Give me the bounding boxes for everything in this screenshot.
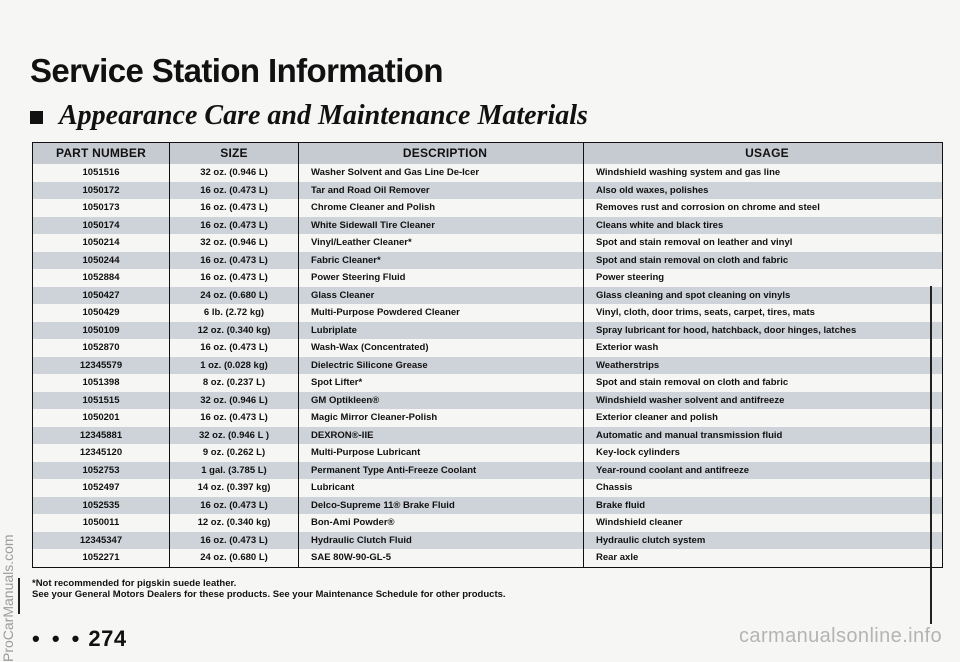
cell-part-number: 12345120 — [33, 444, 170, 462]
table-row — [33, 392, 943, 410]
page-margin-rule — [930, 286, 932, 624]
cell-size: 16 oz. (0.473 L) — [170, 199, 299, 217]
cell-part-number: 1052884 — [33, 269, 170, 287]
cell-part-number: 1050429 — [33, 304, 170, 322]
cell-usage: Power steering — [584, 269, 943, 287]
cell-usage: Windshield washer solvent and antifreeze — [584, 392, 943, 410]
footnote-line-1: *Not recommended for pigskin suede leather. — [32, 578, 237, 589]
square-bullet-icon — [30, 111, 43, 124]
page-number — [32, 626, 127, 652]
cell-usage: Windshield cleaner — [584, 514, 943, 532]
cell-usage: Removes rust and corrosion on chrome and steel — [584, 199, 943, 217]
cell-size: 8 oz. (0.237 L) — [170, 374, 299, 392]
cell-size: 1 oz. (0.028 kg) — [170, 357, 299, 375]
cell-size: 24 oz. (0.680 L) — [170, 287, 299, 305]
header-size: SIZE — [170, 143, 299, 165]
footnote-line-2: See your General Motors Dealers for these products. See your Maintenance Schedule for other products. — [32, 589, 506, 600]
cell-size: 16 oz. (0.473 L) — [170, 269, 299, 287]
header-description: DESCRIPTION — [299, 143, 584, 165]
cell-description: Spot Lifter* — [299, 374, 584, 392]
table-row — [33, 427, 943, 445]
cell-usage: Glass cleaning and spot cleaning on vinyls — [584, 287, 943, 305]
cell-part-number: 1050174 — [33, 217, 170, 235]
cell-usage: Chassis — [584, 479, 943, 497]
cell-description: Glass Cleaner — [299, 287, 584, 305]
table-row — [33, 462, 943, 480]
cell-size: 16 oz. (0.473 L) — [170, 409, 299, 427]
cell-usage: Weatherstrips — [584, 357, 943, 375]
footnote — [32, 578, 506, 600]
page-dots: • • • — [32, 626, 83, 651]
cell-part-number: 1052271 — [33, 549, 170, 567]
cell-size: 32 oz. (0.946 L) — [170, 234, 299, 252]
table-row — [33, 479, 943, 497]
bottom-watermark: carmanualsonline.info — [739, 625, 942, 647]
cell-part-number: 12345881 — [33, 427, 170, 445]
table-row — [33, 304, 943, 322]
table-row — [33, 322, 943, 340]
cell-part-number: 1051515 — [33, 392, 170, 410]
table-row — [33, 357, 943, 375]
cell-size: 16 oz. (0.473 L) — [170, 182, 299, 200]
cell-usage: Brake fluid — [584, 497, 943, 515]
table-row — [33, 182, 943, 200]
cell-usage: Spot and stain removal on leather and vinyl — [584, 234, 943, 252]
section-subtitle — [30, 100, 588, 132]
cell-usage: Year-round coolant and antifreeze — [584, 462, 943, 480]
cell-usage: Key-lock cylinders — [584, 444, 943, 462]
table-row — [33, 374, 943, 392]
cell-part-number: 1050214 — [33, 234, 170, 252]
cell-description: Delco-Supreme 11® Brake Fluid — [299, 497, 584, 515]
cell-part-number: 1050109 — [33, 322, 170, 340]
cell-size: 12 oz. (0.340 kg) — [170, 514, 299, 532]
cell-size: 16 oz. (0.473 L) — [170, 497, 299, 515]
cell-size: 16 oz. (0.473 L) — [170, 217, 299, 235]
cell-usage: Exterior wash — [584, 339, 943, 357]
cell-part-number: 1051516 — [33, 164, 170, 182]
table-row — [33, 549, 943, 567]
cell-size: 16 oz. (0.473 L) — [170, 339, 299, 357]
cell-usage: Spot and stain removal on cloth and fabric — [584, 374, 943, 392]
cell-description: DEXRON®-IIE — [299, 427, 584, 445]
cell-part-number: 1052497 — [33, 479, 170, 497]
cell-size: 14 oz. (0.397 kg) — [170, 479, 299, 497]
page-number-value: 274 — [88, 626, 127, 651]
cell-description: Chrome Cleaner and Polish — [299, 199, 584, 217]
cell-description: Hydraulic Clutch Fluid — [299, 532, 584, 550]
cell-usage: Also old waxes, polishes — [584, 182, 943, 200]
table-row — [33, 269, 943, 287]
table-row — [33, 339, 943, 357]
table-row — [33, 444, 943, 462]
cell-description: Permanent Type Anti-Freeze Coolant — [299, 462, 584, 480]
cell-part-number: 1052535 — [33, 497, 170, 515]
cell-usage: Hydraulic clutch system — [584, 532, 943, 550]
cell-description: Power Steering Fluid — [299, 269, 584, 287]
page-title: Service Station Information — [30, 52, 443, 89]
cell-part-number: 1051398 — [33, 374, 170, 392]
cell-description: Lubriplate — [299, 322, 584, 340]
cell-description: Washer Solvent and Gas Line De-Icer — [299, 164, 584, 182]
cell-size: 9 oz. (0.262 L) — [170, 444, 299, 462]
materials-table — [32, 142, 943, 568]
cell-size: 12 oz. (0.340 kg) — [170, 322, 299, 340]
table-row — [33, 497, 943, 515]
cell-size: 16 oz. (0.473 L) — [170, 532, 299, 550]
cell-usage: Spot and stain removal on cloth and fabric — [584, 252, 943, 270]
table-row — [33, 217, 943, 235]
cell-part-number: 12345347 — [33, 532, 170, 550]
cell-part-number: 1050011 — [33, 514, 170, 532]
cell-description: Multi-Purpose Powdered Cleaner — [299, 304, 584, 322]
side-watermark: ProCarManuals.com — [0, 534, 16, 662]
table-row — [33, 164, 943, 182]
header-part-number: PART NUMBER — [33, 143, 170, 165]
cell-description: Multi-Purpose Lubricant — [299, 444, 584, 462]
cell-description: Magic Mirror Cleaner-Polish — [299, 409, 584, 427]
cell-usage: Exterior cleaner and polish — [584, 409, 943, 427]
cell-part-number: 1050201 — [33, 409, 170, 427]
cell-description: Dielectric Silicone Grease — [299, 357, 584, 375]
table-row — [33, 234, 943, 252]
cell-description: Bon-Ami Powder® — [299, 514, 584, 532]
cell-part-number: 1050427 — [33, 287, 170, 305]
cell-description: Wash-Wax (Concentrated) — [299, 339, 584, 357]
table-row — [33, 199, 943, 217]
table-row — [33, 287, 943, 305]
cell-usage: Vinyl, cloth, door trims, seats, carpet, tires, mats — [584, 304, 943, 322]
table-header-row — [33, 143, 943, 165]
cell-usage: Windshield washing system and gas line — [584, 164, 943, 182]
cell-description: White Sidewall Tire Cleaner — [299, 217, 584, 235]
cell-size: 32 oz. (0.946 L ) — [170, 427, 299, 445]
cell-part-number: 1052870 — [33, 339, 170, 357]
cell-size: 32 oz. (0.946 L) — [170, 392, 299, 410]
cell-part-number: 12345579 — [33, 357, 170, 375]
header-usage: USAGE — [584, 143, 943, 165]
cell-size: 6 lb. (2.72 kg) — [170, 304, 299, 322]
cell-description: GM Optikleen® — [299, 392, 584, 410]
cell-description: SAE 80W-90-GL-5 — [299, 549, 584, 567]
cell-part-number: 1050173 — [33, 199, 170, 217]
cell-description: Vinyl/Leather Cleaner* — [299, 234, 584, 252]
cell-size: 1 gal. (3.785 L) — [170, 462, 299, 480]
cell-usage: Automatic and manual transmission fluid — [584, 427, 943, 445]
cell-part-number: 1052753 — [33, 462, 170, 480]
cell-size: 16 oz. (0.473 L) — [170, 252, 299, 270]
table-row — [33, 532, 943, 550]
cell-usage: Cleans white and black tires — [584, 217, 943, 235]
subtitle-text: Appearance Care and Maintenance Materials — [59, 100, 588, 131]
note-margin-rule — [18, 578, 20, 614]
table-row — [33, 409, 943, 427]
cell-size: 32 oz. (0.946 L) — [170, 164, 299, 182]
cell-part-number: 1050244 — [33, 252, 170, 270]
table-body — [33, 164, 943, 567]
cell-description: Lubricant — [299, 479, 584, 497]
cell-usage: Spray lubricant for hood, hatchback, door hinges, latches — [584, 322, 943, 340]
cell-usage: Rear axle — [584, 549, 943, 567]
cell-description: Fabric Cleaner* — [299, 252, 584, 270]
cell-part-number: 1050172 — [33, 182, 170, 200]
cell-description: Tar and Road Oil Remover — [299, 182, 584, 200]
table-row — [33, 514, 943, 532]
table-row — [33, 252, 943, 270]
cell-size: 24 oz. (0.680 L) — [170, 549, 299, 567]
